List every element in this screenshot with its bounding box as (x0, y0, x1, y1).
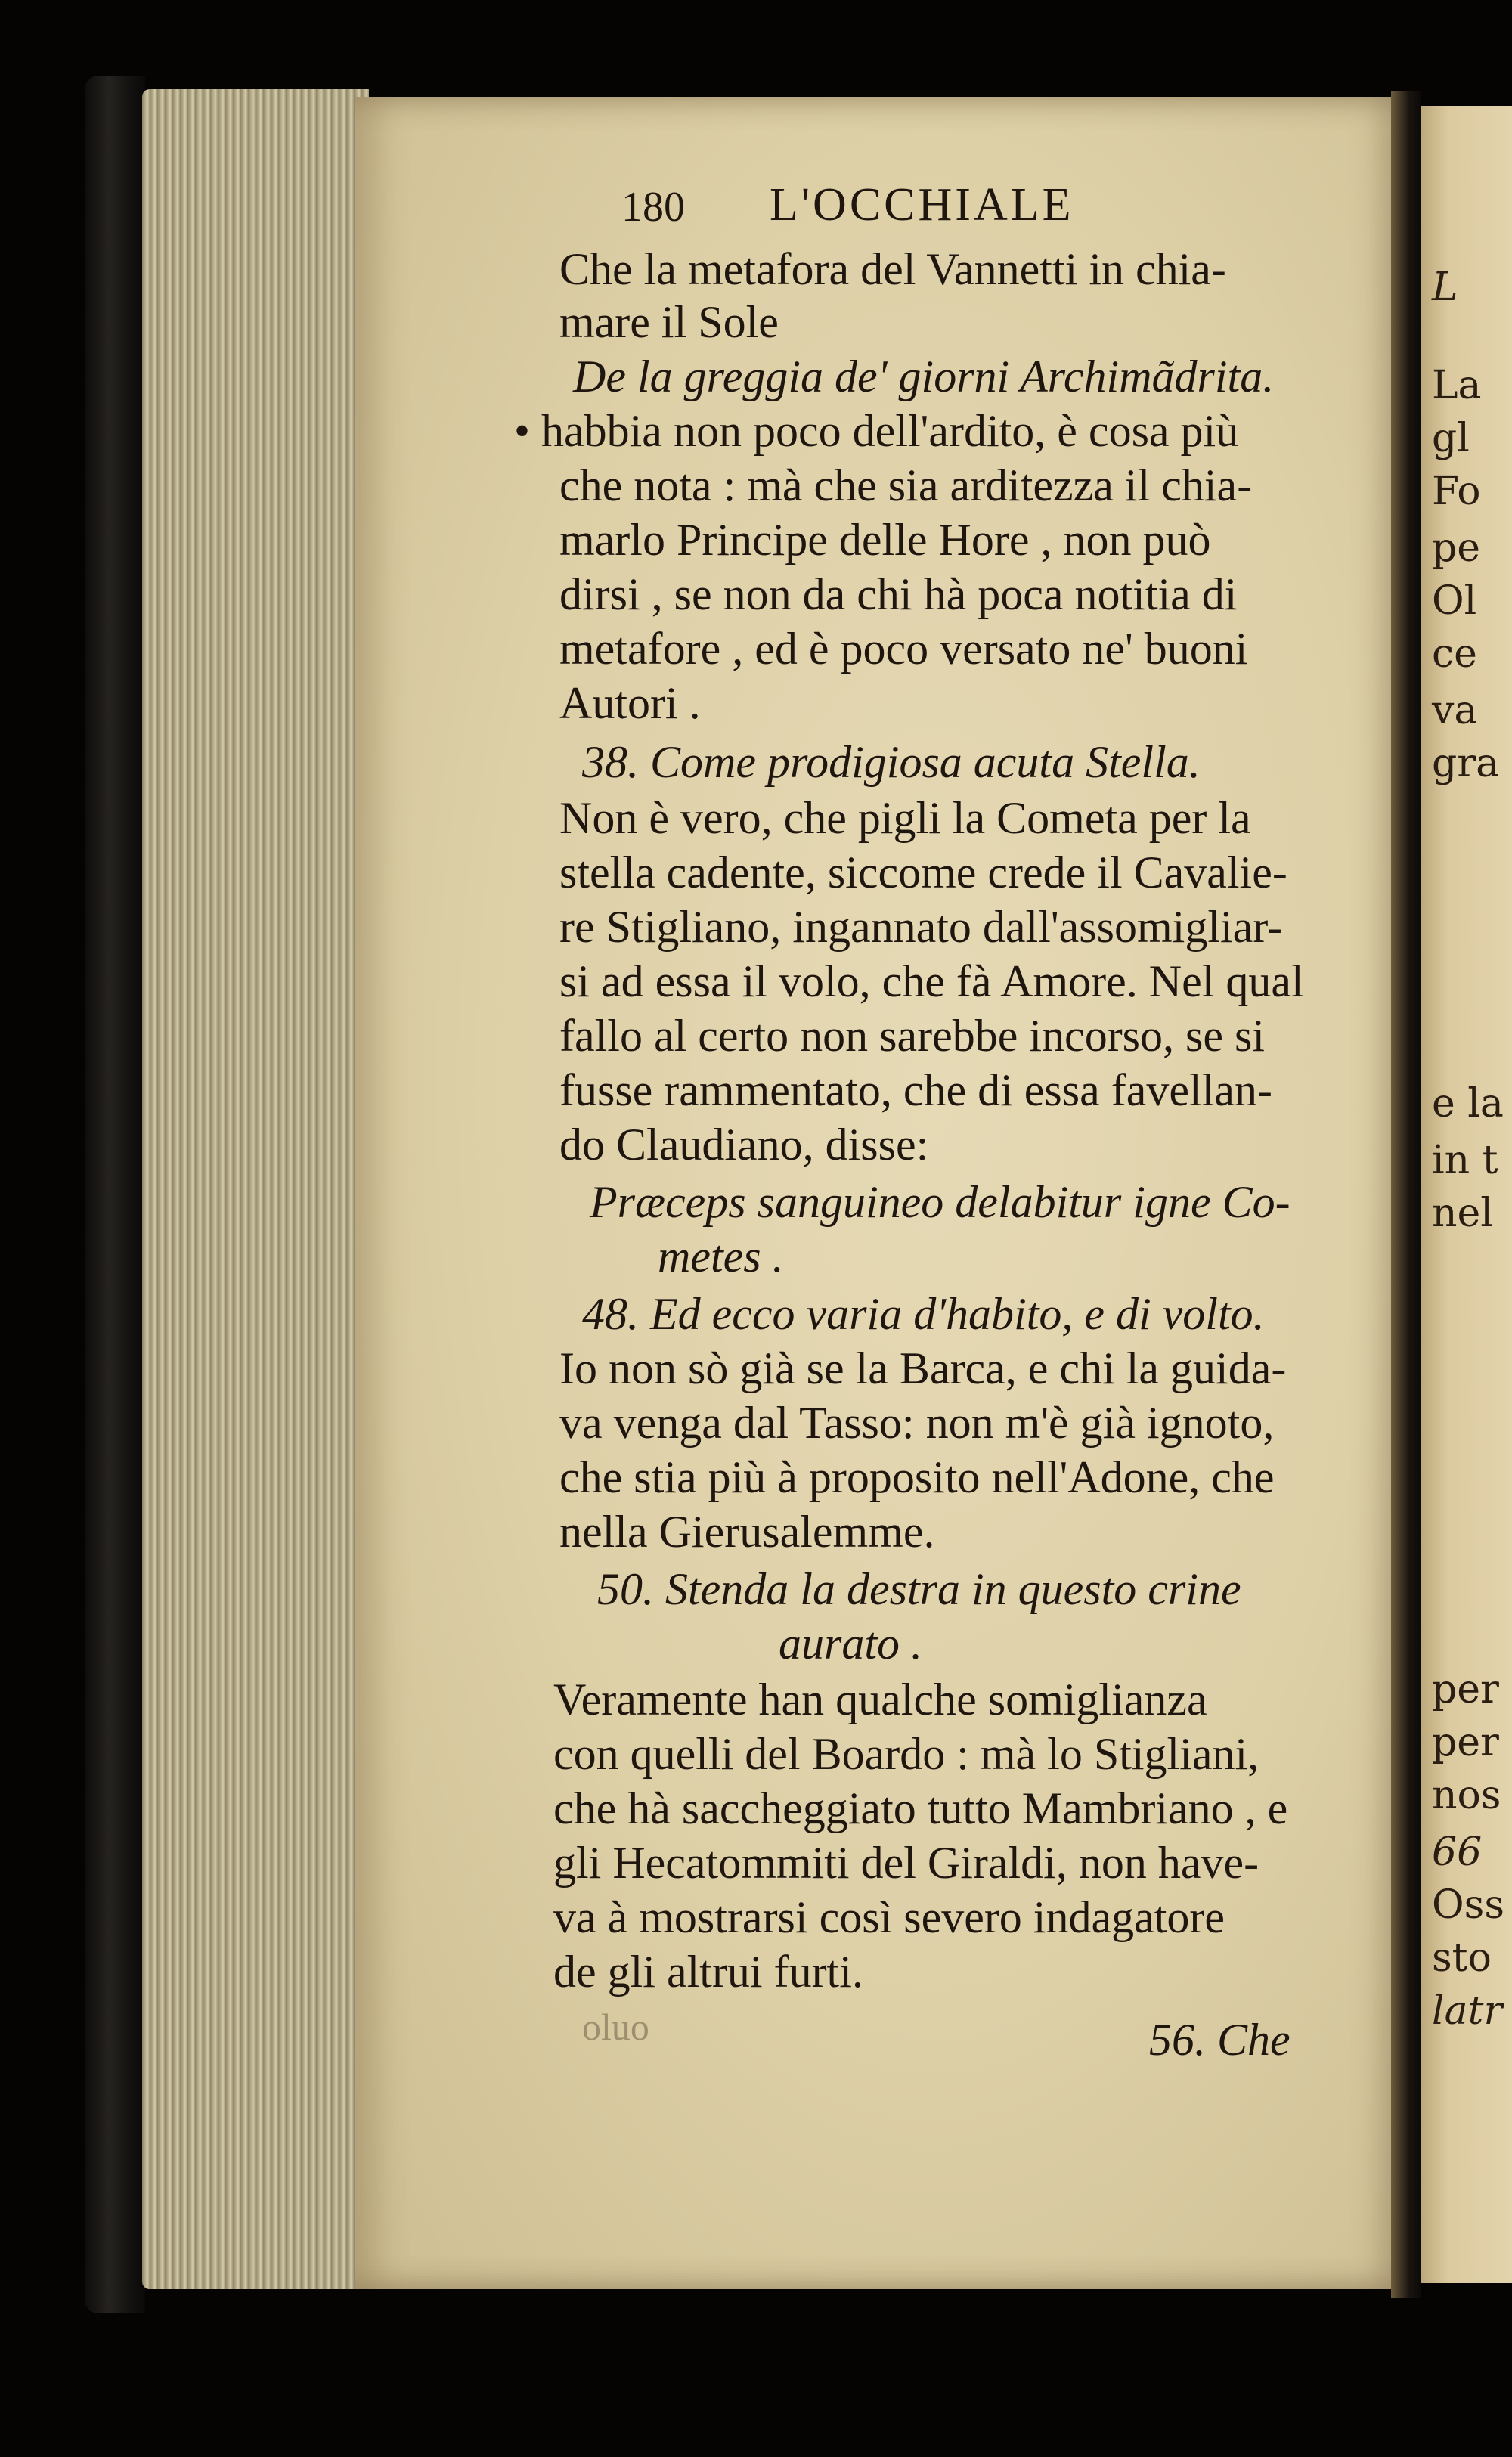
facing-fragment: e la (1432, 1081, 1504, 1126)
facing-fragment: va (1432, 688, 1478, 733)
facing-fragment: per (1432, 1720, 1499, 1765)
quoted-verse: De la greggia de' giorni Archimãdrita. (573, 352, 1275, 401)
facing-fragment: pe (1432, 525, 1481, 571)
facing-fragment: 66 (1432, 1830, 1483, 1875)
left-page (355, 97, 1406, 2289)
page-number: 180 (621, 184, 685, 231)
text-line: Io non sò già se la Barca, e chi la guida- (559, 1343, 1287, 1393)
facing-fragment: Ol (1432, 578, 1477, 624)
text-line: Autori . (559, 678, 701, 728)
text-line: si ad essa il volo, che fà Amore. Nel qual (559, 956, 1304, 1006)
text-line: gli Hecatommiti del Giraldi, non have- (553, 1838, 1259, 1888)
facing-fragment: gra (1432, 741, 1500, 786)
text-line: do Claudiano, disse: (559, 1120, 929, 1170)
text-line: dirsi , se non da chi hà poca notitia di (559, 569, 1238, 619)
section-heading-38: 38. Come prodigiosa acuta Stella. (582, 737, 1201, 787)
facing-fragment: in t (1432, 1138, 1498, 1183)
section-heading-48: 48. Ed ecco varia d'habito, e di volto. (582, 1289, 1265, 1339)
text-line: nella Gierusalemme. (559, 1507, 935, 1557)
book-gutter (1391, 91, 1421, 2298)
text-line: Veramente han qualche somiglianza (553, 1675, 1207, 1724)
book-spine (85, 76, 145, 2313)
text-line: che nota : mà che sia arditezza il chia- (559, 460, 1253, 510)
facing-page (1421, 106, 1512, 2283)
facing-fragment: La (1432, 363, 1482, 408)
facing-fragment: nel (1432, 1191, 1493, 1236)
latin-quote: Præceps sanguineo delabitur igne Co- (590, 1177, 1290, 1227)
text-line: • habbia non poco dell'ardito, è cosa più (514, 406, 1239, 456)
facing-fragment: Oss (1432, 1882, 1505, 1928)
text-line: va à mostrarsi così severo indagatore (553, 1892, 1225, 1942)
page-edges (142, 89, 369, 2289)
text-line: Non è vero, che pigli la Cometa per la (559, 793, 1251, 843)
running-head: L'OCCHIALE (770, 179, 1074, 231)
text-line: de gli altrui furti. (553, 1947, 863, 1997)
text-line: fusse rammentato, che di essa favellan- (559, 1065, 1272, 1115)
text-line: stella cadente, siccome crede il Cavalie- (559, 847, 1287, 897)
signature-mark: oluo (582, 2006, 649, 2048)
facing-fragment: per (1432, 1667, 1499, 1712)
text-line: metafore , ed è poco versato ne' buoni (559, 624, 1248, 674)
facing-fragment: latr (1432, 1988, 1503, 2034)
text-line: va venga dal Tasso: non m'è già ignoto, (559, 1398, 1275, 1448)
text-line: che stia più à proposito nell'Adone, che (559, 1452, 1275, 1502)
catchword: 56. Che (1149, 2015, 1290, 2065)
text-line: Che la metafora del Vannetti in chia- (559, 244, 1226, 294)
facing-fragment: L (1432, 265, 1458, 310)
facing-fragment: gl (1432, 416, 1470, 461)
text-line: re Stigliano, ingannato dall'assomigliar- (559, 902, 1283, 952)
text-line: marlo Principe delle Hore , non può (559, 515, 1211, 565)
text-line: con quelli del Boardo : mà lo Stigliani, (553, 1729, 1259, 1779)
section-heading-50: 50. Stenda la destra in questo crine (597, 1564, 1241, 1614)
facing-fragment: Fo (1432, 469, 1481, 514)
section-heading-50-cont: aurato . (779, 1619, 923, 1668)
facing-fragment: nos (1432, 1773, 1501, 1818)
facing-fragment: ce (1432, 631, 1477, 677)
text-line: che hà saccheggiato tutto Mambriano , e (553, 1783, 1288, 1833)
text-line: fallo al certo non sarebbe incorso, se si (559, 1011, 1266, 1061)
facing-fragment: sto (1432, 1935, 1492, 1981)
latin-quote: metes . (658, 1232, 784, 1281)
text-line: mare il Sole (559, 297, 779, 347)
